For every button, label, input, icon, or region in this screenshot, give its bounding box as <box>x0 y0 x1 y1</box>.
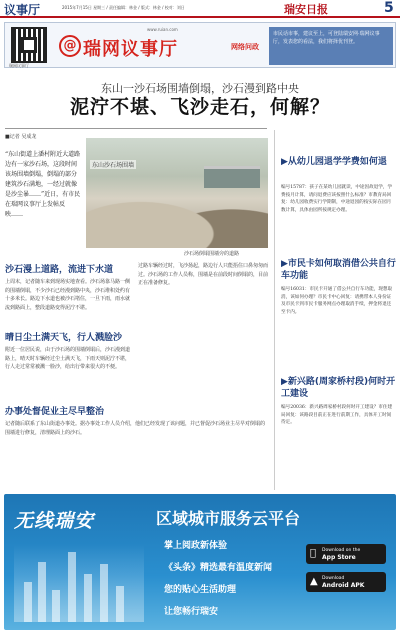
middle-column-text: 过路车辆经过时，飞沙扬起，路边行人只能捂住口鼻匆匆而过。沙石场的工作人员称，围墙是在前段时间倒塌的，目前正在准备修复。 <box>138 263 269 286</box>
android-icon: ▲ <box>310 576 318 587</box>
section-heading: 晴日尘土满天飞，行人溅脸沙 <box>5 333 123 343</box>
banner-subtitle: 网络问政 <box>231 43 259 51</box>
article-byline: ■记者 吴成龙 <box>5 134 37 140</box>
section-name: 议事厅 <box>4 3 41 17</box>
banner-url[interactable]: www.ruian.com <box>147 27 178 32</box>
app-store-button[interactable] <box>306 544 386 564</box>
article-headline: 泥泞不堪、飞沙走石，何解？ <box>69 96 330 118</box>
banner-text: 市民话市事，建议至上，可登陆瑞安网·瑞网议事厅，发表您的看法，我们将择优刊登。 <box>269 27 393 65</box>
qr-label: 瑞网议事厅 <box>9 63 29 68</box>
apple-icon <box>310 548 320 560</box>
article-photo <box>86 138 268 248</box>
section-text: 附近一位居民说，由于沙石场的围墙倒塌后，沙石漫到道路上，晴天时车辆经过尘土满天飞，下雨天则泥泞不堪，行人走过常常被溅一脸沙，给出行带来很大的不便。 <box>5 347 131 370</box>
page-number: 5 <box>384 0 394 16</box>
forum-banner <box>4 22 396 68</box>
ad-feature-line: 《头条》精选最有温度新闻 <box>164 563 273 573</box>
ad-feature-line: 您的贴心生活助理 <box>164 585 237 595</box>
app-store-big-label: App Store <box>322 554 356 561</box>
at-logo-icon: @ <box>59 35 81 57</box>
sidebar-item-heading: ▶新兴路(周家桥村段)何时开工建设 <box>281 377 396 399</box>
sidebar-item-heading: ▶从幼儿园退学学费如何退 <box>281 157 387 167</box>
sidebar-item-text: 编号15787：孩子在某幼儿园就读，中途因故退学，学费按月计算，请问退费应该按照什么标准？市教育局回复：幼儿园收费实行学期制，中途退园的按实际在园月数计算，具体由园所按规定办理。 <box>281 185 393 213</box>
ad-feature-line: 让您畅行瑞安 <box>164 607 219 617</box>
dateline: 2015年7月15日 星期三 / 责任编辑：林金 / 版式：林金 / 校对：刘日 <box>62 5 185 10</box>
article-kicker: 东山一沙石场围墙倒塌，沙石漫到路中央 <box>101 82 299 95</box>
ad-feature-line: 掌上阅政新体验 <box>164 541 228 551</box>
wireless-ruian-ad[interactable] <box>4 494 396 630</box>
section-heading: 沙石漫上道路，流进下水道 <box>5 265 114 275</box>
photo-inner-caption: 东山沙石场围墙 <box>92 162 135 169</box>
city-skyline-image <box>14 544 144 622</box>
app-store-small-label: Download on the <box>322 548 361 553</box>
photo-caption: 沙石场倒塌围墙旁的道路 <box>184 251 240 257</box>
section-text: 记者随后联系了东山街道办事处。据办事处工作人员介绍，他们已经发现了该问题，并已督促沙石场业主尽早对倒塌的围墙进行修复，清理路面上的沙石。 <box>5 421 266 436</box>
divider <box>5 128 267 129</box>
android-small-label: Download <box>322 576 345 581</box>
sidebar-item-text: 编号20036：新兴路周家桥村段何时开工建设？市住建局回复：该路段目前正在进行前期工作，具体开工时间待定。 <box>281 405 393 426</box>
android-big-label: Android APK <box>322 582 365 589</box>
article-lede: “东山街道上潘村附近大道路边有一家沙石场，这段时间该场围墙倒塌，倒塌的部分建筑沙石满地，一经过就像是沙尘暴……”近日，有市民在瑞网议事厅上发帖反映…… <box>5 151 81 218</box>
ad-title: 区域城市服务云平台 <box>156 509 301 528</box>
sidebar-item-heading: ▶市民卡如何取消借公共自行车功能 <box>281 259 396 281</box>
qr-code-icon <box>11 27 47 63</box>
paper-logo: 瑞安日报 <box>284 3 328 16</box>
section-heading: 办事处督促业主尽早整治 <box>5 407 105 417</box>
banner-title: 瑞网议事厅 <box>83 39 178 60</box>
ad-brand: 无线瑞安 <box>14 510 95 532</box>
masthead <box>0 0 400 18</box>
android-apk-button[interactable] <box>306 572 386 592</box>
section-text: 上周末，记者随车来到现场实地查看。沙石场靠马路一侧的围墙倒塌，不少沙石已经漫到路中央，沙石堆积处约有十多米长。路边下水道也被沙石堵住，一旦下雨，雨水就流到路面上，整段道路变得泥泞不堪。 <box>5 279 131 311</box>
qa-sidebar <box>274 130 396 490</box>
sidebar-item-text: 编号16031：市民卡开通了借公共自行车功能，现想取消，该如何办理？市民卡中心回复：请携带本人身份证及市民卡到市民卡服务网点办理取消手续，押金将退还至卡内。 <box>281 287 393 315</box>
